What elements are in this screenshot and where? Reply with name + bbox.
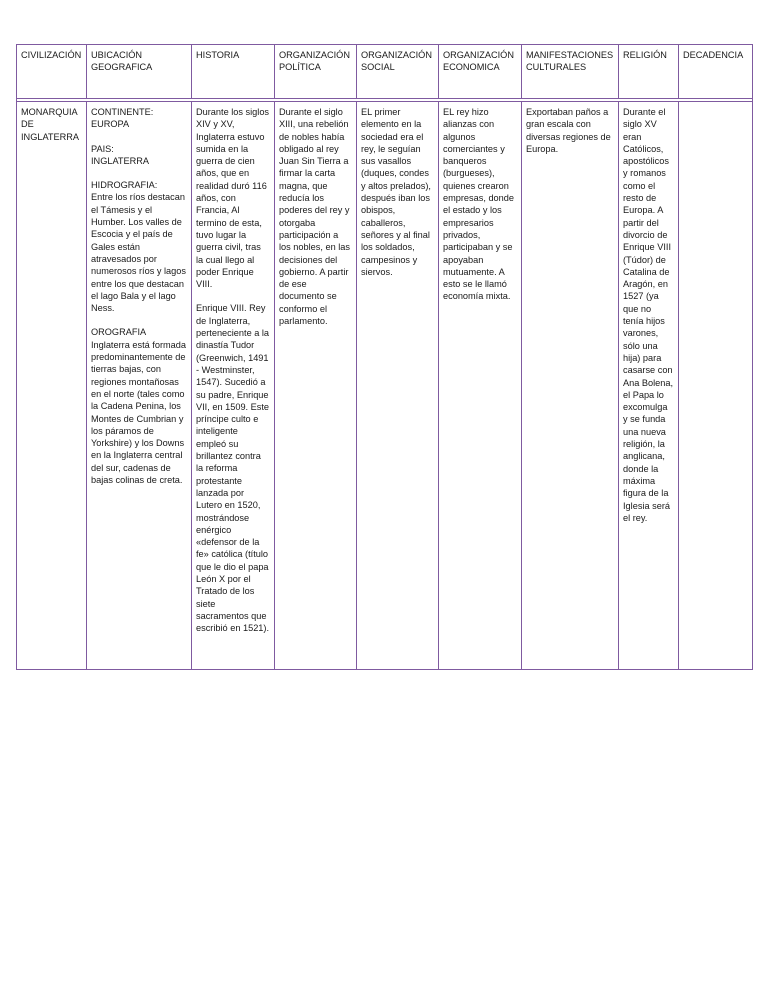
cell-cultural: Exportaban paños a gran escala con diversas regiones de Europa. [522, 102, 619, 670]
cell-decadencia [679, 102, 753, 670]
cell-historia [192, 102, 275, 670]
header-historia: HISTORIA [192, 45, 275, 99]
header-decadencia: DECADENCIA [679, 45, 753, 99]
header-civilizacion: CIVILIZACIÓN [17, 45, 87, 99]
cell-ubicacion [87, 102, 192, 670]
cell-social: EL primer elemento en la sociedad era el rey, le seguían sus vasallos (duques, condes y altos prelados), después iban los obispos, caballeros, señores y al final los soldados, campesinos y siervos. [357, 102, 439, 670]
header-religion: RELIGIÓN [619, 45, 679, 99]
header-cultural: MANIFESTACIONES CULTURALES [522, 45, 619, 99]
cell-economica: EL rey hizo alianzas con algunos comerciantes y banqueros (burgueses), quienes crearon empresas, donde el estado y los empresarios privados, participaban y se apoyaban mutuamente. A esto se le llamó economía mixta. [439, 102, 522, 670]
historia-p2: Enrique VIII. Rey de Inglaterra, perteneciente a la dinastía Tudor (Greenwich, 1491 - Westminster, 1547). Sucedió a su padre, Enrique VII, en 1509. Este príncipe culto e inteligente empleó su brillantez contra la reforma protestante lanzada por Lutero en 1520, mostrándose enérgico «defensor de la fe» católica (título que le dio el papa León X por el Tratado de los siete sacramentos que escribió en 1521). [196, 303, 270, 634]
header-ubicacion: UBICACIÓN GEOGRAFICA [87, 45, 192, 99]
ubicacion-orografia: OROGRAFIA Inglaterra está formada predominantemente de tierras bajas, con regiones montañosas en el norte (tales como la Cadena Penina, los Montes de Cumbrian y los páramos de Yorkshire) y los Downs en la Inglaterra central del sur, cadenas de bajas colinas de creta. [91, 327, 186, 486]
header-row [17, 45, 753, 99]
ubicacion-hidrografia: HIDROGRAFIA: Entre los ríos destacan el Támesis y el Humber. Los valles de Escocia y el país de Gales están atravesados por numerosos ríos y lagos entre los que destacan el lago Bala y el lago Ness. [91, 180, 186, 314]
header-politica: ORGANIZACIÓN POLÍTICA [275, 45, 357, 99]
data-row [17, 102, 753, 670]
historia-p1: Durante los siglos XIV y XV, Inglaterra estuvo sumida en la guerra de cien años, que en realidad duró 116 años, con Francia, Al termino de esta, tuvo lugar la guerra civil, tras la cual llego al poder Enrique VIII. [196, 107, 270, 290]
civilization-table [16, 44, 753, 670]
cell-politica: Durante el siglo XIII, una rebelión de nobles había obligado al rey Juan Sin Tierra a firmar la carta magna, que reducía los poderes del rey y otorgaba participación a los nobles, en las decisiones del gobierno. A partir de ese documento se conformo el parlamento. [275, 102, 357, 670]
cell-religion: Durante el siglo XV eran Católicos, apostólicos y romanos como el resto de Europa. A partir del divorcio de Enrique VIII (Túdor) de Catalina de Aragón, en 1527 (ya que no tenía hijos varones, sólo una hija) para casarse con Ana Bolena, el Papa lo excomulga y se funda una nueva religión, la anglicana, donde la máxima figura de la Iglesia será el rey. [619, 102, 679, 670]
header-social: ORGANIZACIÓN SOCIAL [357, 45, 439, 99]
ubicacion-continente: CONTINENTE: EUROPA [91, 107, 154, 130]
header-economica: ORGANIZACIÓN ECONOMICA [439, 45, 522, 99]
cell-civilizacion: MONARQUIA DE INGLATERRA [17, 102, 87, 670]
ubicacion-pais: PAIS: INGLATERRA [91, 143, 150, 166]
